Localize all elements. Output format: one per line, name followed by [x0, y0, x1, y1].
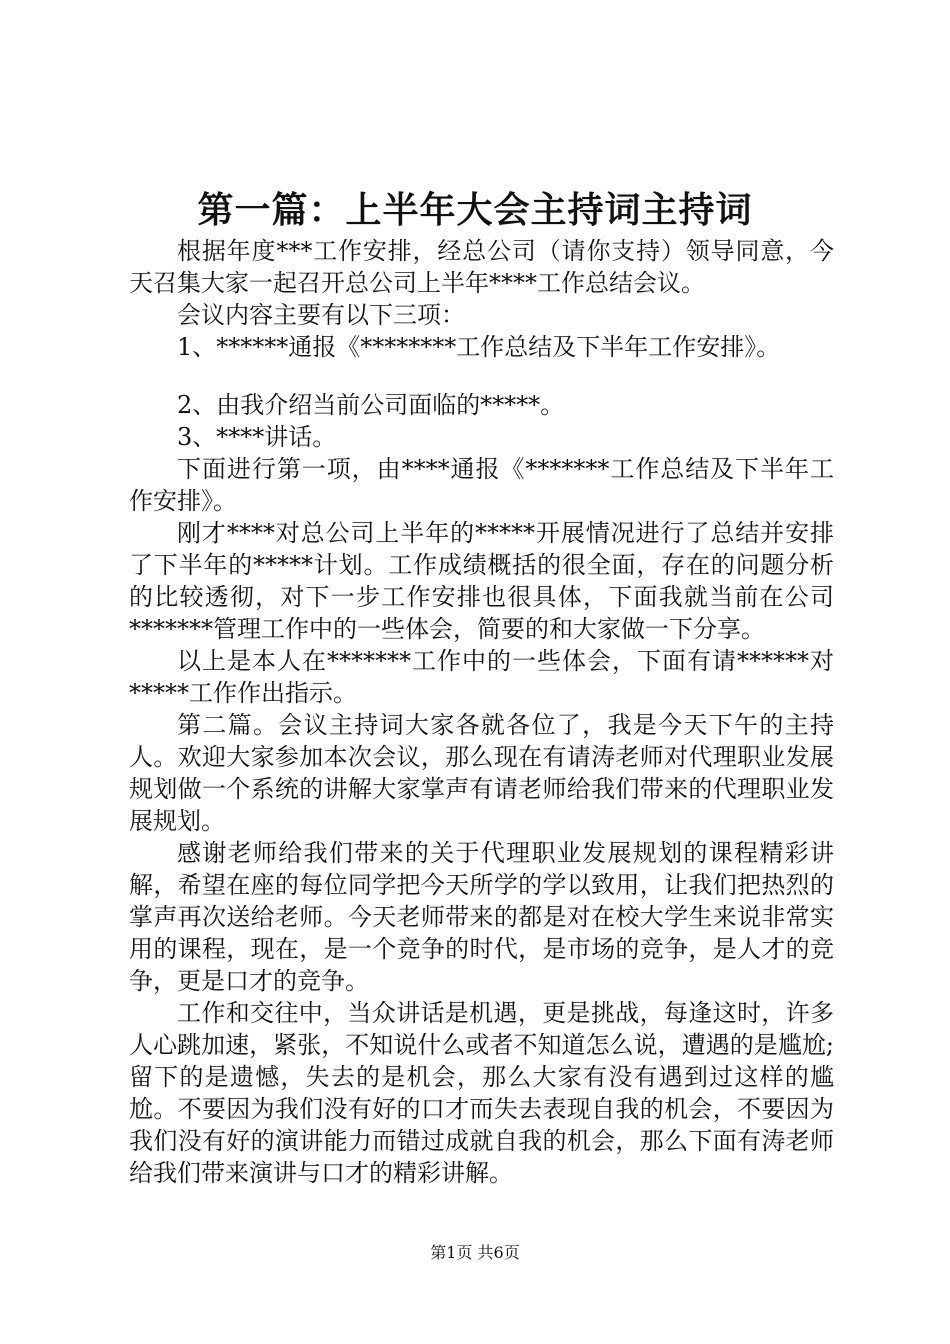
paragraph: 1、******通报《********工作总结及下半年工作安排》。 [177, 333, 781, 361]
paragraph: 根据年度***工作安排，经总公司（请你支持）领导同意，今天召集大家一起召开总公司上半年****工作总结会议。 [129, 237, 834, 297]
paragraph: 下面进行第一项，由****通报《*******工作总结及下半年工作安排》。 [129, 455, 834, 515]
page-footer: 第1页 共6页 [430, 1243, 520, 1262]
document-title: 第一篇：上半年大会主持词主持词 [197, 189, 753, 231]
document-body [129, 235, 834, 1189]
paragraph: 工作和交往中，当众讲话是机遇，更是挑战，每逢这时，许多人心跳加速，紧张，不知说什么或者不知道怎么说，遭遇的是尴尬;留下的是遗憾，失去的是机会，那么大家有没有遇到过这样的尴尬。不要因为我们没有好的口才而失去表现自我的机会，不要因为我们没有好的演讲能力而错过成就自我的机会，那么下面有涛老师给我们带来演讲与口才的精彩讲解。 [129, 999, 834, 1187]
paragraph: 3、****讲话。 [177, 423, 337, 451]
paragraph: 以上是本人在*******工作中的一些体会，下面有请******对*****工作作出指示。 [129, 647, 834, 707]
paragraph: 刚才****对总公司上半年的*****开展情况进行了总结并安排了下半年的*****计划。工作成绩概括的很全面，存在的问题分析的比较透彻，对下一步工作安排也很具体，下面我就当前在公司*******管理工作中的一些体会，简要的和大家做一下分享。 [129, 519, 834, 643]
paragraph: 第二篇。会议主持词大家各就各位了，我是今天下午的主持人。欢迎大家参加本次会议，那么现在有请涛老师对代理职业发展规划做一个系统的讲解大家掌声有请老师给我们带来的代理职业发展规划。 [129, 711, 834, 835]
paragraph: 2、由我介绍当前公司面临的*****。 [177, 391, 565, 419]
paragraph: 会议内容主要有以下三项： [177, 301, 465, 329]
paragraph: 感谢老师给我们带来的关于代理职业发展规划的课程精彩讲解，希望在座的每位同学把今天所学的学以致用，让我们把热烈的掌声再次送给老师。今天老师带来的都是对在校大学生来说非常实用的课程，现在，是一个竞争的时代，是市场的竞争，是人才的竞争，更是口才的竞争。 [129, 839, 834, 995]
